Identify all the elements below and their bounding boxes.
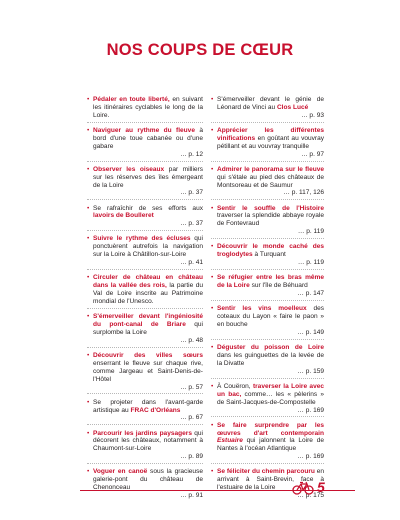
entry-text: S'émerveiller devant le génie de Léonard de Vinci au (217, 96, 324, 111)
entry-text: Parcourir les jardins paysagers (93, 429, 192, 437)
bullet-icon: • (211, 468, 214, 476)
entry-text: à bord d'une toue cabanée ou d'une gabare (93, 126, 203, 150)
entry-text: Voguer en canoë (93, 468, 148, 476)
entry-text: Se féliciter du chemin parcouru (217, 468, 315, 476)
page-reference: … p. 89 (180, 453, 203, 461)
entry-text: qui décorent les châteaux, notamment à Chaumont-sur-Loire (93, 429, 204, 453)
bullet-icon: • (87, 313, 90, 321)
list-item (87, 96, 203, 123)
entry-text: en suivant les itinéraires cyclables le long de la Loire. (93, 96, 203, 119)
page-reference: … p. 169 (297, 406, 324, 414)
bullet-icon: • (211, 204, 214, 212)
entry-text: Suivre le rythme des écluses (93, 235, 191, 243)
list-item (211, 243, 324, 270)
page-reference: … p. 119 (297, 259, 324, 267)
bullet-icon: • (87, 165, 90, 173)
entry-text: Découvrir des villes sœurs (93, 351, 203, 359)
entry-text: S'émerveiller devant l'ingéniosité du pont-canal de Briare (93, 313, 203, 328)
page-reference: … p. 97 (301, 150, 324, 158)
bullet-icon: • (211, 165, 214, 173)
entry-text: Apprécier les différentes vinifications (217, 126, 324, 142)
entry-text: Se projeter dans l'avant-garde artistique au (93, 398, 203, 414)
list-item (87, 205, 203, 232)
list-item (87, 274, 203, 309)
page-reference: … p. 48 (180, 336, 203, 344)
entry-text: traverser la splendide abbaye royale de Fontevraud (217, 212, 324, 228)
entry-text: enserrant le fleuve sur chaque rive, comme Jargeau et Saint-Denis-de-l'Hôtel (93, 359, 203, 383)
entry-text: Observer les oiseaux (93, 165, 165, 173)
entry-text: Déguster du poisson de Loire (217, 343, 324, 351)
entry-text: FRAC d'Orléans (130, 406, 181, 414)
entry-text: Circuler de château en château dans la vallée des rois, (93, 274, 203, 290)
bullet-icon: • (87, 468, 90, 476)
page-number: 5 (317, 479, 325, 495)
bullet-icon: • (211, 305, 214, 313)
bullet-icon: • (87, 96, 90, 103)
entry-text: Clos Lucé (276, 103, 309, 111)
bullet-icon: • (87, 398, 90, 406)
page-reference: … p. 169 (297, 453, 324, 461)
list-item (211, 422, 324, 465)
page-reference: … p. 117, 126 (283, 189, 324, 197)
list-item (211, 127, 324, 162)
entry-text: Sentir les vins moelleux (217, 305, 307, 313)
entry-text: qui s'étale au pied des châteaux de Montsoreau et de Saumur (217, 173, 324, 189)
entry-text: qui jalonnent la Loire de Nantes à l'océan Atlantique (217, 437, 324, 453)
entry-text: Se rafraîchir de ses efforts aux (93, 204, 203, 212)
entry-text: Admirer le panorama sur le fleuve (217, 165, 324, 173)
entry-text: sur l'île de Béhuard (249, 282, 308, 290)
bullet-icon: • (87, 351, 90, 359)
page-reference: … p. 159 (297, 367, 324, 375)
list-item (87, 235, 203, 270)
entry-text: À Couëron, (217, 382, 253, 390)
page-reference: … p. 37 (180, 220, 203, 228)
bullet-icon: • (211, 274, 214, 282)
list-item (211, 166, 324, 201)
page-reference: … p. 12 (180, 150, 203, 158)
entry-text: à Turquant (252, 251, 286, 259)
bullet-icon: • (211, 243, 214, 251)
entry-text: Naviguer au rythme du fleuve (93, 126, 195, 134)
list-item (87, 313, 203, 348)
list-item (211, 274, 324, 301)
list-item (87, 430, 203, 465)
list-item (211, 383, 324, 418)
list-item (211, 205, 324, 240)
entry-text: la partie du Val de Loire inscrite au Patrimoine mondial de l'Unesco. (93, 282, 203, 305)
entry-text: Estuaire (217, 437, 243, 445)
bicycle-icon (292, 481, 314, 495)
entry-text: en goûtant au vouvray pétillant et au vouvray tranquille (217, 134, 324, 150)
right-column (211, 96, 324, 507)
left-column (87, 96, 203, 507)
entry-text: Se réfugier entre les bras même de la Loire (217, 274, 324, 290)
list-item (87, 352, 203, 395)
bullet-icon: • (211, 126, 214, 134)
entry-text: Pédaler en toute liberté, (93, 96, 170, 103)
bullet-icon: • (87, 429, 90, 437)
bullet-icon: • (87, 274, 90, 282)
entry-text: qui surplombe la Loire (93, 320, 203, 336)
entry-text: par milliers sur les réserves des îles émergeant de la Loire (93, 165, 203, 189)
page-title: NOS COUPS DE CŒUR (106, 41, 294, 59)
list-item (211, 344, 324, 379)
list-item (87, 399, 203, 426)
bullet-icon: • (211, 421, 214, 429)
entry-text: comme… les « pèlerins » de Saint-Jacques-de-Compostelle (217, 390, 325, 406)
list-item (87, 127, 203, 162)
entry-text: Se faire surprendre par les œuvres d'art contemporain (217, 421, 324, 437)
entry-text: Découvrir le monde caché des troglodytes (217, 243, 324, 259)
entry-text: qui ponctuèrent autrefois la navigation sur la Loire à Châtillon-sur-Loire (93, 235, 203, 259)
bullet-icon: • (87, 204, 90, 212)
page-reference: … p. 41 (180, 259, 203, 267)
page-reference: … p. 67 (180, 414, 203, 422)
list-item (211, 305, 324, 340)
page-reference: … p. 147 (297, 290, 324, 298)
list-item (87, 468, 203, 503)
bullet-icon: • (87, 126, 90, 134)
entry-text: lavoirs de Boulleret (93, 212, 154, 220)
entry-text: sous la gracieuse galerie-pont du château de Chenonceau (93, 468, 203, 492)
page-reference: … p. 37 (180, 189, 203, 197)
page-reference: … p. 91 (180, 492, 203, 500)
bullet-icon: • (211, 382, 214, 390)
bullet-icon: • (87, 235, 90, 243)
list-item (87, 166, 203, 201)
bullet-icon: • (211, 96, 214, 103)
page-reference: … p. 149 (297, 328, 324, 336)
entry-text: dans les guinguettes de la levée de la Divatte (217, 351, 324, 367)
entry-text: traverser la Loire avec un bac, (217, 382, 324, 398)
page-reference: … p. 119 (297, 228, 324, 236)
page-reference: … p. 175 (297, 492, 324, 500)
entry-text: des coteaux du Layon « faire le paon » en bouche (217, 305, 325, 328)
page-reference: … p. 93 (301, 111, 324, 119)
list-item (211, 96, 324, 123)
bullet-icon: • (211, 343, 214, 351)
page-reference: … p. 57 (180, 383, 203, 391)
entry-text: Sentir le souffle de l'Histoire (217, 204, 324, 212)
entry-text: en arrivant à Saint-Brevin, face à l'estuaire de la Loire (217, 468, 324, 492)
